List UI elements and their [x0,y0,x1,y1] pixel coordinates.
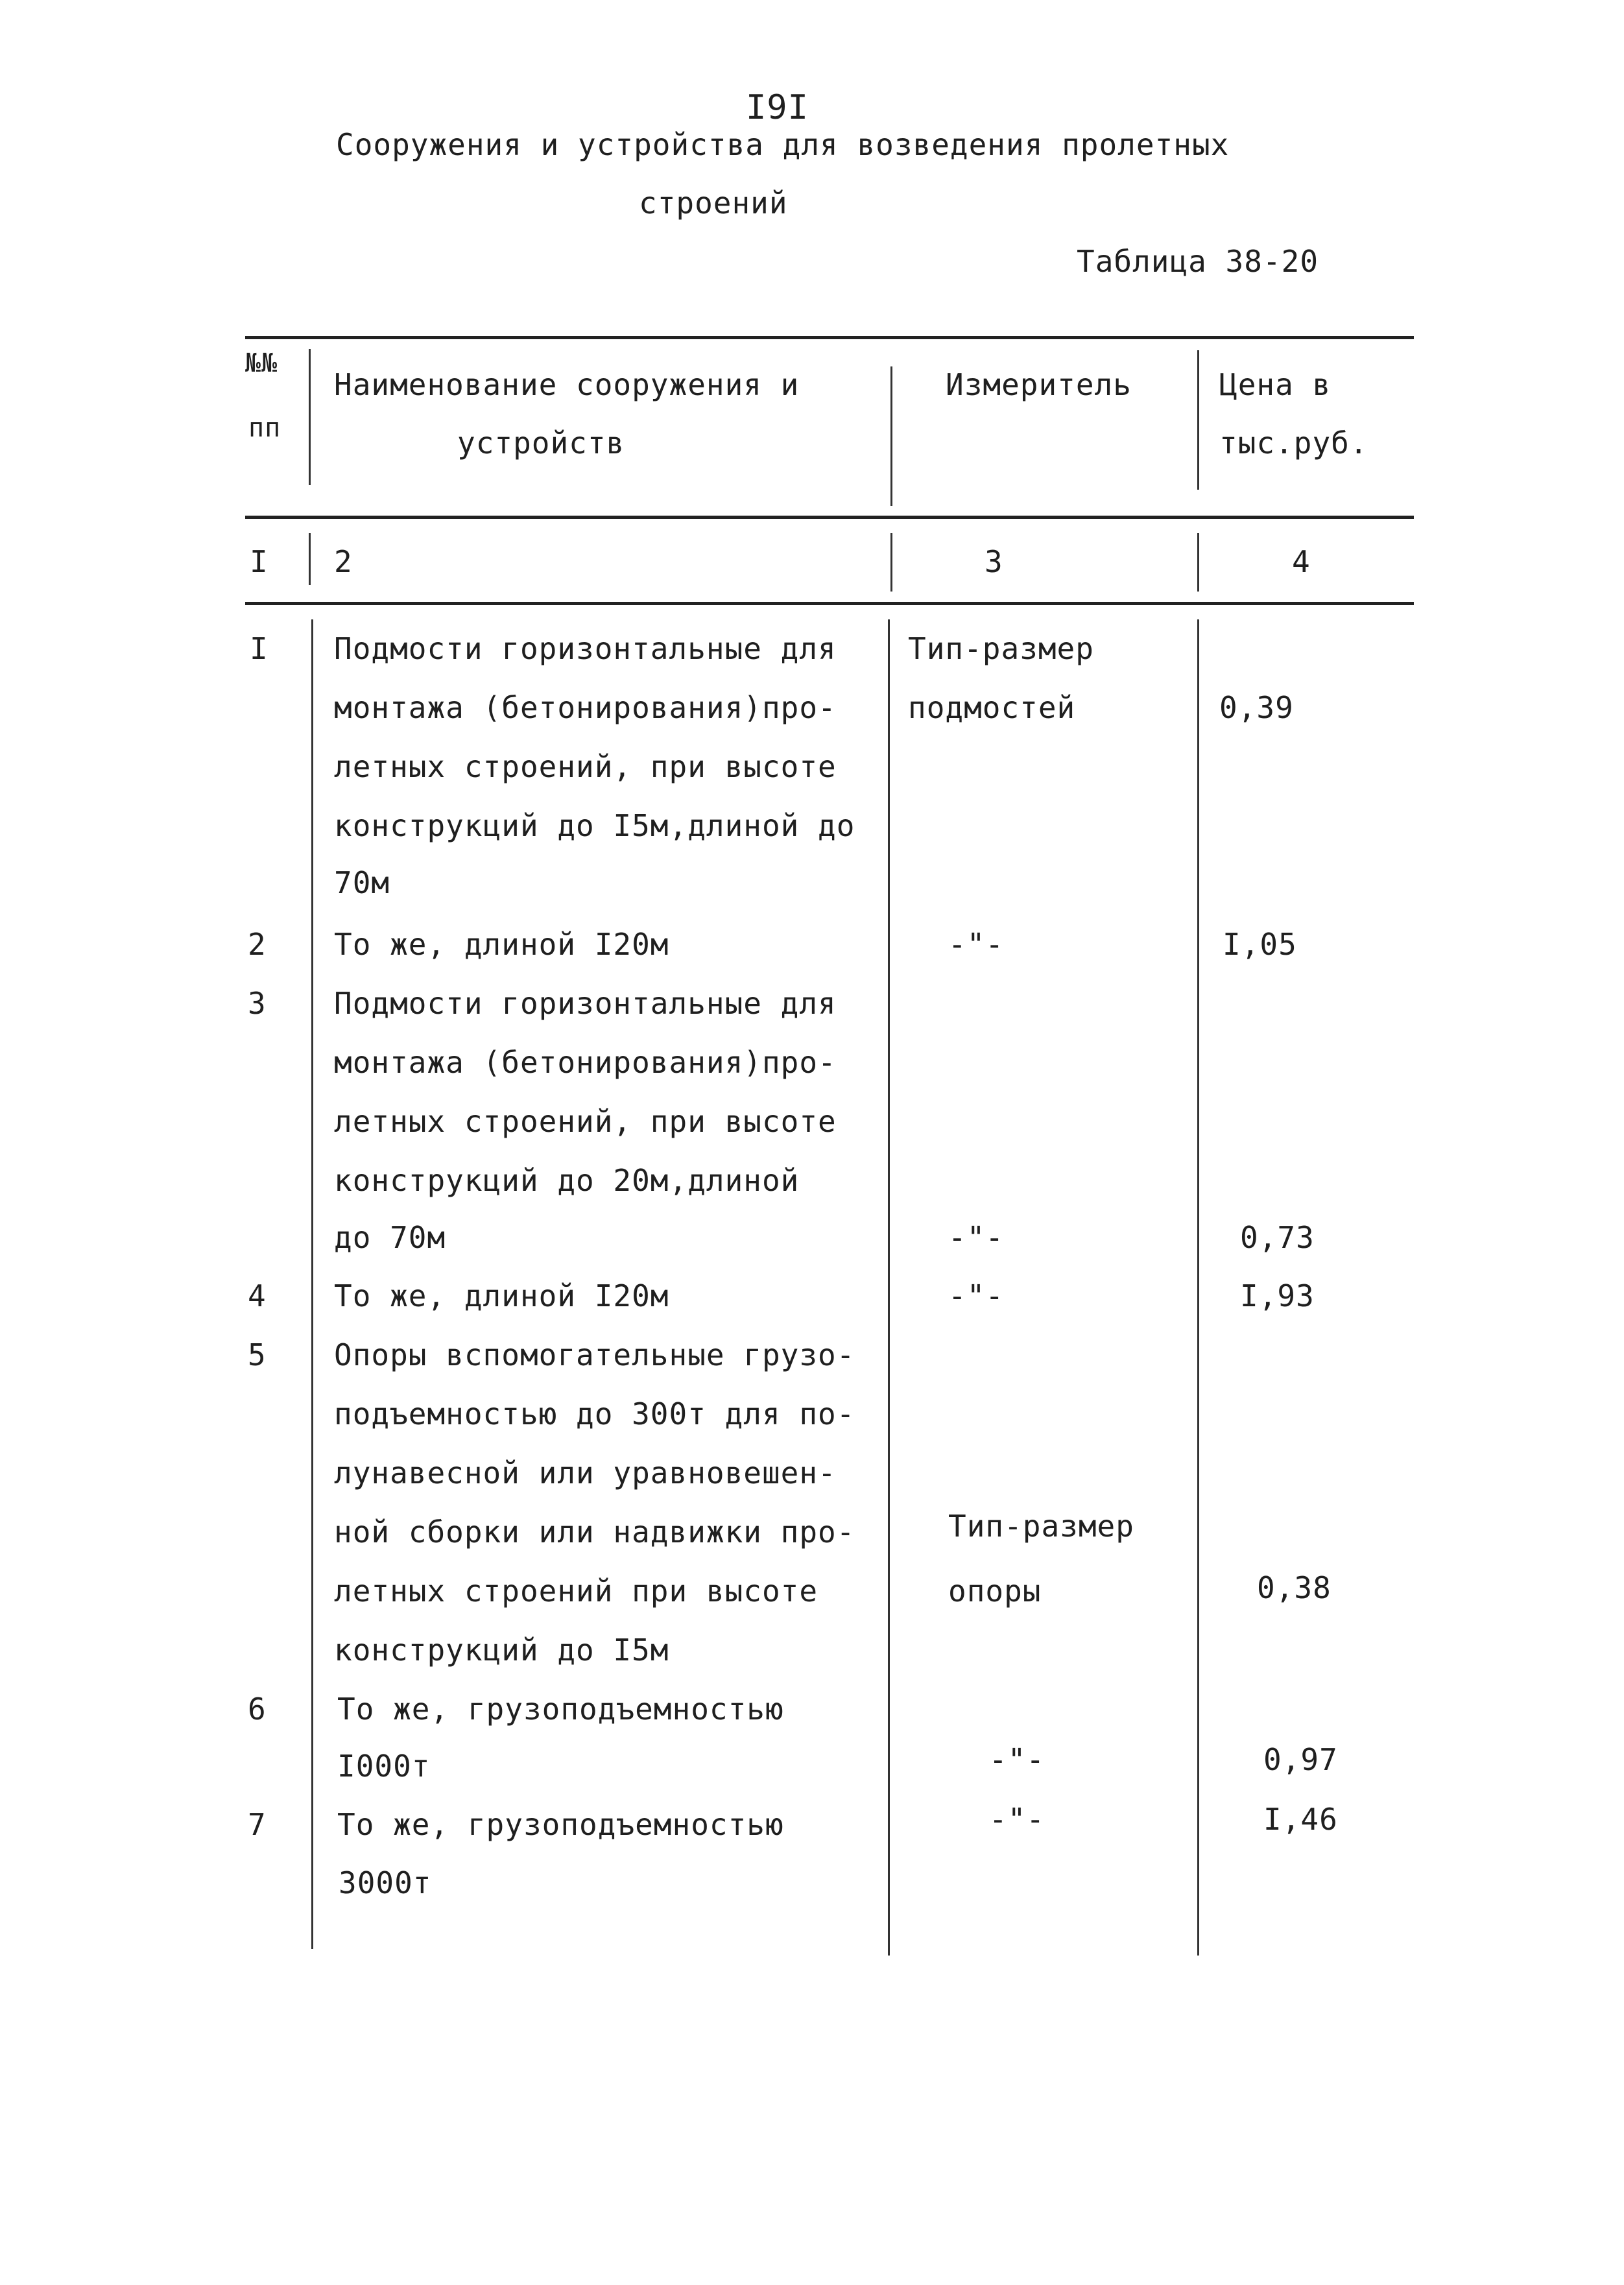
header-separator-1 [309,349,311,485]
row-6-name-line-2: I000т [337,1749,431,1784]
col-number-3: 3 [985,544,1003,579]
body-separator-1 [311,619,313,1949]
row-5-unit-line-1: Тип-размер [948,1509,1134,1544]
row-1-name-line-1: Подмости горизонтальные для [334,631,837,666]
row-6-name-line-1: То же, грузоподъемностью [337,1692,784,1727]
row-5-name-line-3: лунавесной или уравновешен- [334,1455,837,1490]
header-bottom-rule [245,516,1414,519]
row-7-unit: -"- [989,1802,1045,1837]
row-3-name-line-4: конструкций до 20м,длиной [334,1163,800,1198]
row-1-unit-line-2: подмостей [908,690,1076,725]
col-number-2: 2 [334,544,353,579]
numrow-separator-1 [309,533,311,585]
row-1-price: 0,39 [1219,690,1294,725]
row-4-price: I,93 [1240,1278,1315,1313]
row-1-number: I [250,631,269,666]
body-separator-3 [1197,619,1199,1956]
row-3-name-line-5: до 70м [334,1220,446,1255]
header-separator-2 [890,366,892,506]
row-5-name-line-5: летных строений при высоте [334,1573,818,1609]
header-price-line2: тыс.руб. [1219,425,1368,461]
row-1-name-line-2: монтажа (бетонирования)про- [334,690,837,725]
header-num-line2: пп [248,413,281,443]
row-3-price: 0,73 [1240,1220,1315,1255]
numrow-separator-3 [1197,533,1199,592]
column-numbers-bottom-rule [245,602,1414,605]
row-5-name-line-4: ной сборки или надвижки про- [334,1514,855,1549]
row-7-name-line-1: То же, грузоподъемностью [337,1807,784,1842]
row-1-name-line-4: конструкций до I5м,длиной до [334,808,855,843]
header-separator-3 [1197,350,1199,490]
row-6-price: 0,97 [1263,1742,1338,1777]
row-3-name-line-3: летных строений, при высоте [334,1104,837,1139]
numrow-separator-2 [890,533,892,592]
row-6-unit: -"- [989,1742,1045,1777]
row-1-unit-line-1: Тип-размер [908,631,1094,666]
row-5-name-line-1: Опоры вспомогательные грузо- [334,1337,855,1372]
row-6-number: 6 [248,1692,267,1727]
row-2-unit: -"- [948,927,1005,962]
table-top-rule [245,336,1414,339]
row-4-unit: -"- [948,1278,1005,1313]
row-7-name-line-2: 3000т [339,1865,432,1900]
row-7-number: 7 [248,1807,267,1842]
row-4-name-line-1: То же, длиной I20м [334,1278,669,1313]
header-price-line1: Цена в [1219,367,1331,402]
row-5-name-line-6: конструкций до I5м [334,1633,669,1668]
header-name-line1: Наименование сооружения и [334,367,800,402]
row-1-name-line-3: летных строений, при высоте [334,749,837,784]
row-3-name-line-2: монтажа (бетонирования)про- [334,1045,837,1080]
row-1-name-line-5: 70м [334,865,390,900]
row-7-price: I,46 [1263,1802,1338,1837]
title-line-2: строений [639,185,788,221]
header-unit: Измеритель [946,367,1132,402]
row-3-name-line-1: Подмости горизонтальные для [334,986,837,1021]
row-5-name-line-2: подъемностью до 300т для по- [334,1396,855,1431]
row-5-number: 5 [248,1337,267,1372]
row-2-name-line-1: То же, длиной I20м [334,927,669,962]
page-number: I9I [746,88,809,127]
row-2-price: I,05 [1223,927,1297,962]
title-line-1: Сооружения и устройства для возведения пролетных [336,127,1230,162]
row-2-number: 2 [248,927,267,962]
row-5-unit-line-2: опоры [948,1573,1042,1609]
table-label: Таблица 38-20 [1077,244,1319,279]
header-num-line1: №№ [245,348,278,378]
body-separator-2 [888,619,890,1956]
row-4-number: 4 [248,1278,267,1313]
col-number-1: I [250,544,269,579]
header-name-line2: устройств [457,425,625,461]
row-5-price: 0,38 [1257,1570,1331,1605]
row-3-number: 3 [248,986,267,1021]
col-number-4: 4 [1292,544,1311,579]
row-3-unit: -"- [948,1220,1005,1255]
